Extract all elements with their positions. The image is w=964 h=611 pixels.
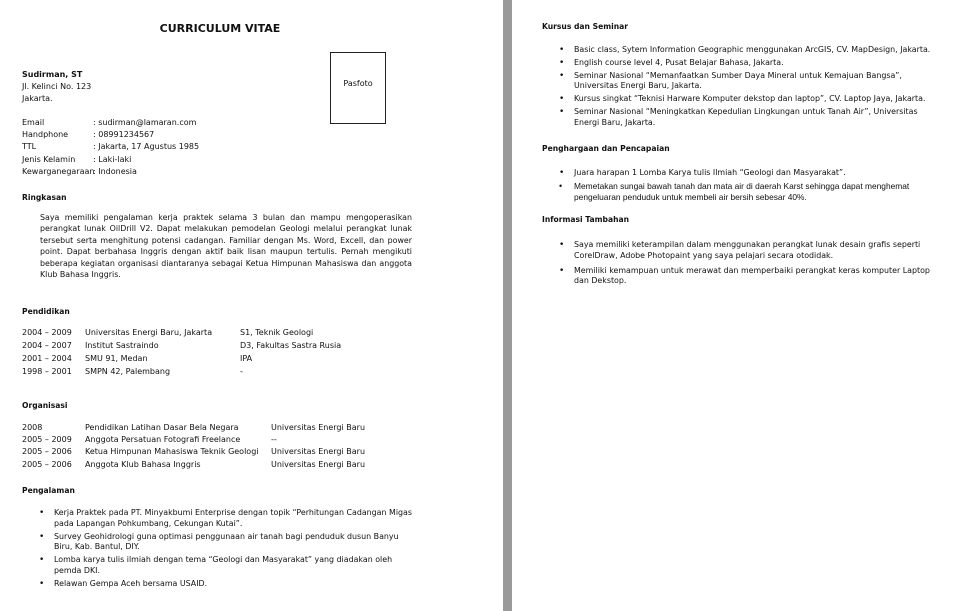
- education-school: SMU 91, Medan: [85, 354, 148, 363]
- personal-value: : Laki-laki: [93, 155, 132, 164]
- bullet-icon: •: [559, 240, 565, 250]
- bullet-icon: •: [559, 180, 563, 191]
- list-item: [557, 94, 932, 105]
- education-school: Institut Sastraindo: [85, 341, 159, 350]
- awards-list: [557, 168, 932, 204]
- education-school: SMPN 42, Palembang: [85, 367, 171, 376]
- list-item: [557, 240, 932, 262]
- personal-value: : Indonesia: [93, 167, 137, 176]
- organization-name: Pendidikan Latihan Dasar Bela Negara: [85, 423, 239, 432]
- list-item: [557, 45, 932, 56]
- organizations-heading: Organisasi: [22, 401, 68, 410]
- page-title: CURRICULUM VITAE: [159, 22, 281, 35]
- experience-list: [37, 508, 412, 592]
- personal-value: : 08991234567: [93, 130, 155, 139]
- bullet-icon: •: [559, 94, 565, 105]
- education-degree: IPA: [240, 354, 253, 363]
- organization-place: Universitas Energi Baru: [271, 423, 366, 432]
- list-item-text: Relawan Gempa Aceh bersama USAID.: [54, 578, 208, 588]
- page-right: [512, 0, 964, 611]
- education-degree: D3, Fakultas Sastra Rusia: [240, 341, 342, 350]
- list-item-text: English course level 4, Pusat Belajar Bahasa, Jakarta.: [574, 57, 784, 67]
- list-item: [37, 579, 412, 590]
- education-degree: -: [240, 367, 243, 376]
- list-item: [557, 181, 932, 203]
- personal-value: : sudirman@lamaran.com: [93, 118, 197, 127]
- personal-value: : Jakarta, 17 Agustus 1985: [93, 142, 200, 151]
- bullet-icon: •: [559, 70, 565, 81]
- bullet-icon: •: [559, 265, 565, 276]
- organization-place: Universitas Energi Baru: [271, 447, 366, 456]
- education-years: 2004 – 2009: [22, 328, 72, 337]
- education-years: 1998 – 2001: [22, 367, 72, 376]
- list-item: [557, 168, 932, 179]
- organization-name: Anggota Klub Bahasa Inggris: [85, 460, 201, 469]
- list-item-text: Memiliki kemampuan untuk merawat dan memperbaiki perangkat keras komputer Laptop dan Dekstop.: [574, 265, 930, 286]
- personal-label: Kewarganegaraan: [22, 167, 95, 176]
- bullet-icon: •: [559, 57, 565, 68]
- education-school: Universitas Energi Baru, Jakarta: [85, 328, 213, 337]
- list-item-text: Survey Geohidrologi guna optimasi penggunaan air tanah bagi penduduk dusun Banyu Biru, Kab. Bantul, DIY.: [54, 531, 399, 552]
- bullet-icon: •: [39, 555, 45, 566]
- awards-heading: Penghargaan dan Pencapaian: [542, 144, 670, 153]
- bullet-icon: •: [39, 578, 45, 589]
- list-item: [37, 555, 412, 577]
- organization-years: 2005 – 2006: [22, 460, 72, 469]
- courses-list: [557, 45, 932, 131]
- list-item: [37, 532, 412, 554]
- list-item: [557, 71, 932, 93]
- list-item-text: Juara harapan 1 Lomba Karya tulis Ilmiah “Geologi dan Masyarakat”.: [574, 168, 846, 177]
- list-item: [557, 266, 932, 288]
- list-item-text: Seminar Nasional “Memanfaatkan Sumber Daya Mineral untuk Kemajuan Bangsa”, Universitas Energi Baru, Jakarta.: [574, 70, 902, 91]
- experience-heading: Pengalaman: [22, 486, 75, 495]
- personal-label: Jenis Kelamin: [22, 155, 76, 164]
- list-item-text: Basic class, Sytem Information Geographic menggunakan ArcGIS, CV. MapDesign, Jakarta.: [574, 45, 931, 54]
- list-item: [557, 58, 932, 69]
- bullet-icon: •: [559, 168, 565, 178]
- address-line-2: Jakarta.: [22, 94, 53, 103]
- education-heading: Pendidikan: [22, 307, 70, 316]
- summary-heading: Ringkasan: [22, 193, 67, 202]
- summary-text: Saya memiliki pengalaman kerja praktek selama 3 bulan dan mampu mengoperasikan perangkat lunak OilDrill V2. Dapat melakukan pemodelan Geologi melalui perangkat lunak tersebut serta menghitung potensi cadangan. Familiar dengan Ms. Word, Excell, dan power point. Dapat berbahasa Inggris dengan aktif baik lisan maupun tertulis. Pernah mengikuti beberapa kegiatan organisasi diantaranya sebagai Ketua Himpunan Mahasiswa dan anggota Klub Bahasa Inggris.: [40, 213, 412, 280]
- personal-label: Email: [22, 118, 45, 127]
- list-item-text: Lomba karya tulis ilmiah dengan tema “Geologi dan Masyarakat” yang diadakan oleh pemda DKI.: [54, 555, 393, 575]
- bullet-icon: •: [39, 531, 45, 542]
- additional-heading: Informasi Tambahan: [542, 215, 630, 224]
- organization-place: --: [271, 435, 277, 444]
- photo-placeholder: Pasfoto: [330, 52, 386, 124]
- personal-label: TTL: [22, 142, 37, 151]
- organization-years: 2005 – 2009: [22, 435, 72, 444]
- courses-heading: Kursus dan Seminar: [542, 22, 629, 31]
- bullet-icon: •: [559, 106, 565, 117]
- address-line-1: Jl. Kelinci No. 123: [22, 82, 92, 91]
- education-degree: S1, Teknik Geologi: [240, 328, 314, 337]
- additional-list: [557, 240, 932, 289]
- list-item: [37, 508, 412, 530]
- education-years: 2004 – 2007: [22, 341, 72, 350]
- education-years: 2001 – 2004: [22, 354, 72, 363]
- organization-name: Anggota Persatuan Fotografi Freelance: [85, 435, 241, 444]
- organization-place: Universitas Energi Baru: [271, 460, 366, 469]
- personal-label: Handphone: [22, 130, 69, 139]
- list-item-text: Memetakan sungai bawah tanah dan mata air di daerah Karst sehingga dapat menghemat pengeluaran penduduk untuk membeli air bersih sebesar 40%.: [574, 180, 910, 202]
- list-item-text: Saya memiliki keterampilan dalam menggunakan perangkat lunak desain grafis seperti CorelDraw, Adobe Photopaint yang saya pelajari secara otodidak.: [574, 240, 921, 260]
- list-item-text: Kursus singkat “Teknisi Harware Komputer dekstop dan laptop”, CV. Laptop Jaya, Jakarta.: [574, 94, 926, 104]
- organization-years: 2008: [22, 423, 43, 432]
- list-item-text: Kerja Praktek pada PT. Minyakbumi Enterprise dengan topik “Perhitungan Cadangan Migas pada Lapangan Pohkumbang, Cekungan Kutai”.: [54, 508, 412, 528]
- person-name: Sudirman, ST: [22, 70, 83, 79]
- organization-years: 2005 – 2006: [22, 447, 72, 456]
- bullet-icon: •: [559, 45, 565, 55]
- list-item: [557, 107, 932, 129]
- bullet-icon: •: [39, 508, 45, 518]
- list-item-text: Seminar Nasional “Meningkatkan Kepedulian Lingkungan untuk Tanah Air”, Universitas Energi Baru, Jakarta.: [574, 106, 918, 127]
- organization-name: Ketua Himpunan Mahasiswa Teknik Geologi: [85, 447, 259, 456]
